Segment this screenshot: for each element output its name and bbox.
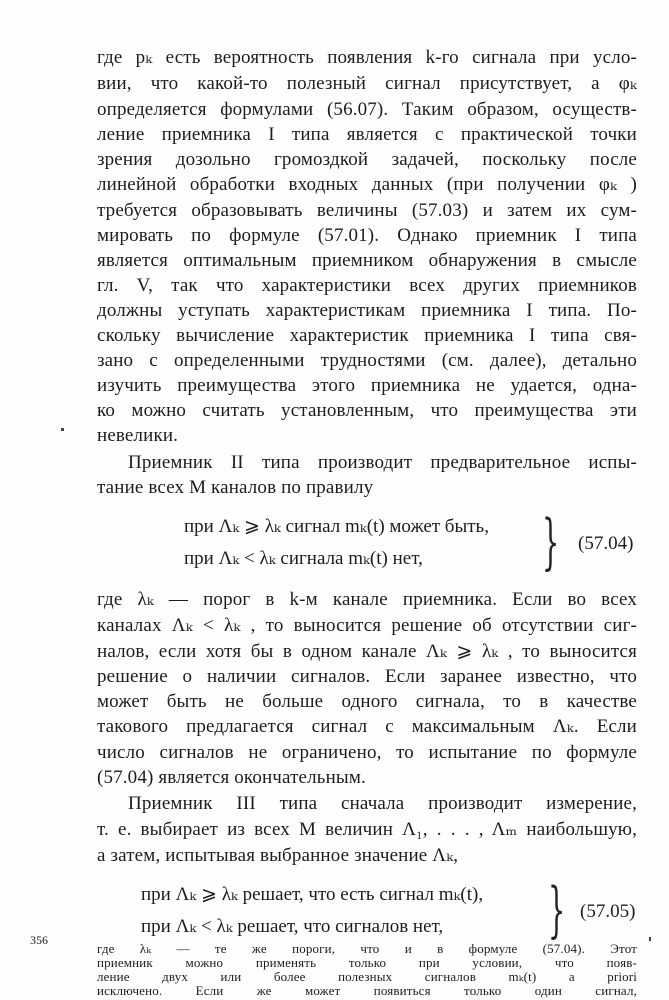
equation-number-57-04: (57.04) (578, 533, 634, 554)
text-line: число сигналов не ограничено, то испытание по формуле (97, 742, 637, 763)
text-line: вии, что какой-то полезный сигнал присутствует, а φₖ (97, 73, 637, 94)
text-line: Приемник II типа производит предварительное испы- (128, 452, 637, 473)
text-line: зрения дозольно громоздкой задачей, поскольку после (97, 149, 637, 170)
text-line: невелики. (97, 425, 179, 446)
text-line: ко можно считать установленным, что преимущества эти (97, 400, 637, 421)
text-line: ление двух или более полезных сигналов mₖ(t) a priori (97, 969, 637, 984)
text-line: определяется формулами (56.07). Таким образом, осуществ- (97, 99, 637, 120)
text-line: мировать по формуле (57.01). Однако приемник I типа (97, 225, 637, 246)
text-line: где pₖ есть вероятность появления k-го сигнала при усло- (97, 47, 637, 68)
text-line: гл. V, так что характеристики всех других приемников (97, 275, 637, 296)
text-line: изучить преимущества этого приемника не удается, одна- (97, 375, 637, 396)
right-brace-icon: } (548, 875, 566, 945)
formula-57-04-row-1: при Λₖ ⩾ λₖ сигнал mₖ(t) может быть, (184, 516, 489, 537)
text-line: ление приемника I типа является с практической точки (97, 124, 637, 145)
page-number: 356 (30, 933, 48, 947)
print-speck (61, 428, 64, 431)
text-line: должны уступать характеристикам приемника I типа. По- (97, 300, 637, 321)
text-line: где λₖ — порог в k-м канале приемника. Если во всех (97, 589, 637, 610)
text-line: Приемник III типа сначала производит измерение, (128, 793, 637, 814)
text-line: зано с определенными трудностями (см. далее), детально (97, 350, 637, 371)
text-line: приемник можно применять только при условии, что появ- (97, 955, 637, 970)
text-line: тание всех M каналов по правилу (97, 477, 374, 498)
text-line: может быть не больше одного сигнала, то в качестве (97, 691, 637, 712)
text-line: является оптимальным приемником обнаружения в смысле (97, 250, 637, 271)
text-line: требуется образовывать величины (57.03) и затем их сум- (97, 200, 637, 221)
formula-57-04-row-2: при Λₖ < λₖ сигнала mₖ(t) нет, (184, 548, 423, 569)
formula-57-05-row-2: при Λₖ < λₖ решает, что сигналов нет, (141, 916, 444, 937)
text-line: каналах Λₖ < λₖ , то выносится решение об отсутствии сиг- (97, 615, 637, 636)
text-line: т. е. выбирает из всех M величин Λ₁, . . . , Λₘ наибольшую, (97, 819, 637, 840)
equation-number-57-05: (57.05) (580, 901, 636, 922)
text-line: где λₖ — те же пороги, что и в формуле (57.04). Этот (97, 941, 637, 956)
text-line: а затем, испытывая выбранное значение Λₖ, (97, 845, 459, 866)
formula-57-05-row-1: при Λₖ ⩾ λₖ решает, что есть сигнал mₖ(t), (141, 884, 484, 905)
text-line: исключено. Если же может появиться только один сигнал, (97, 983, 637, 998)
text-line: (57.04) является окончательным. (97, 767, 366, 788)
text-line: скольку вычисление характеристик приемника I типа свя- (97, 325, 637, 346)
print-speck (649, 937, 651, 941)
text-line: линейной обработки входных данных (при получении φₖ ) (97, 174, 637, 195)
right-brace-icon: } (542, 507, 560, 577)
text-line: решение о наличии сигналов. Если заранее известно, что (97, 666, 637, 687)
text-line: налов, если хотя бы в одном канале Λₖ ⩾ λₖ , то выносится (97, 641, 637, 662)
text-line: такового предлагается сигнал с максимальным Λₖ. Если (97, 716, 637, 737)
